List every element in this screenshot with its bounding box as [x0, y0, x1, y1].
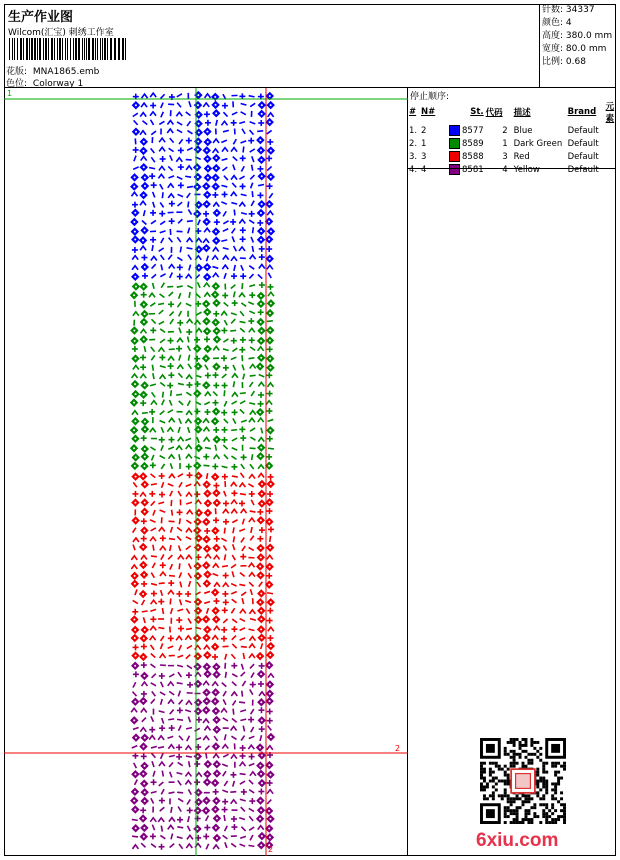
marker-right: 2 — [395, 744, 401, 753]
barcode — [9, 38, 129, 60]
watermark: 6xiu.com — [476, 830, 559, 851]
qr-code — [480, 738, 566, 824]
seq-brand: Default — [567, 164, 599, 175]
seq-needle: 2 — [421, 125, 427, 136]
sequence-table — [408, 100, 616, 176]
col-brand: Brand — [567, 107, 597, 117]
design-preview — [4, 88, 408, 856]
seq-index: 2. — [409, 138, 418, 149]
seq-code: 1 — [502, 138, 508, 149]
col-st: St. — [470, 107, 484, 117]
seq-stitches: 8589 — [462, 139, 484, 149]
sequence-header-row — [408, 100, 616, 124]
design-label: 花版: — [6, 67, 28, 77]
seq-stitches: 8581 — [462, 165, 484, 175]
seq-brand: Default — [567, 151, 599, 162]
color-swatch — [449, 164, 460, 175]
sequence-row — [408, 163, 616, 176]
marker-bottom: 2 — [268, 845, 274, 854]
sequence-title: 停止顺序: — [410, 92, 450, 102]
color-swatch — [449, 125, 460, 136]
color-block-4 — [130, 661, 275, 850]
seq-brand: Default — [567, 138, 599, 149]
seq-index: 3. — [409, 151, 418, 162]
stop-sequence-panel — [408, 88, 616, 175]
sequence-divider — [408, 168, 616, 169]
marker-top: 1 — [7, 89, 13, 98]
seq-stitches: 8588 — [462, 152, 484, 162]
colorway-label: 色位: — [6, 79, 28, 89]
stat-colors: 颜色: 4 — [542, 18, 572, 28]
sequence-row — [408, 137, 616, 150]
colorway-value: Colorway 1 — [32, 79, 84, 89]
seq-desc: Blue — [513, 125, 533, 136]
stat-scale: 比例: 0.68 — [542, 57, 586, 67]
seq-code: 4 — [502, 164, 508, 175]
color-block-3 — [130, 471, 275, 661]
stat-width: 宽度: 80.0 mm — [542, 44, 607, 54]
sequence-row — [408, 150, 616, 163]
seq-code: 3 — [502, 151, 508, 162]
seq-needle: 4 — [421, 164, 427, 175]
color-block-1 — [130, 91, 275, 281]
seq-stitches: 8577 — [462, 126, 484, 136]
seq-index: 1. — [409, 125, 418, 136]
stats-panel — [539, 4, 617, 87]
color-swatch — [449, 151, 460, 162]
stat-height: 高度: 380.0 mm — [542, 31, 613, 41]
header — [4, 4, 616, 88]
seq-index: 4. — [409, 164, 418, 175]
page-title: 生产作业图 — [8, 10, 74, 25]
col-desc: 描述 — [513, 108, 531, 118]
col-hash: # — [409, 107, 417, 117]
seq-brand: Default — [567, 125, 599, 136]
embroidery-design — [4, 88, 408, 856]
col-code: 代码 — [485, 108, 503, 118]
sequence-row — [408, 124, 616, 137]
col-element: 元素 — [605, 102, 615, 124]
seq-desc: Yellow — [513, 164, 540, 175]
seq-desc: Red — [513, 151, 530, 162]
company-name: Wilcom(汇宝) 刺绣工作室 — [8, 28, 114, 38]
design-file: MNA1865.emb — [32, 67, 100, 77]
color-block-2 — [130, 282, 275, 470]
stat-stitches: 针数: 34337 — [542, 5, 595, 15]
color-swatch — [449, 138, 460, 149]
seq-desc: Dark Green — [513, 138, 563, 149]
seq-code: 2 — [502, 125, 508, 136]
col-n: N# — [421, 107, 436, 117]
seq-needle: 1 — [421, 138, 427, 149]
seq-needle: 3 — [421, 151, 427, 162]
